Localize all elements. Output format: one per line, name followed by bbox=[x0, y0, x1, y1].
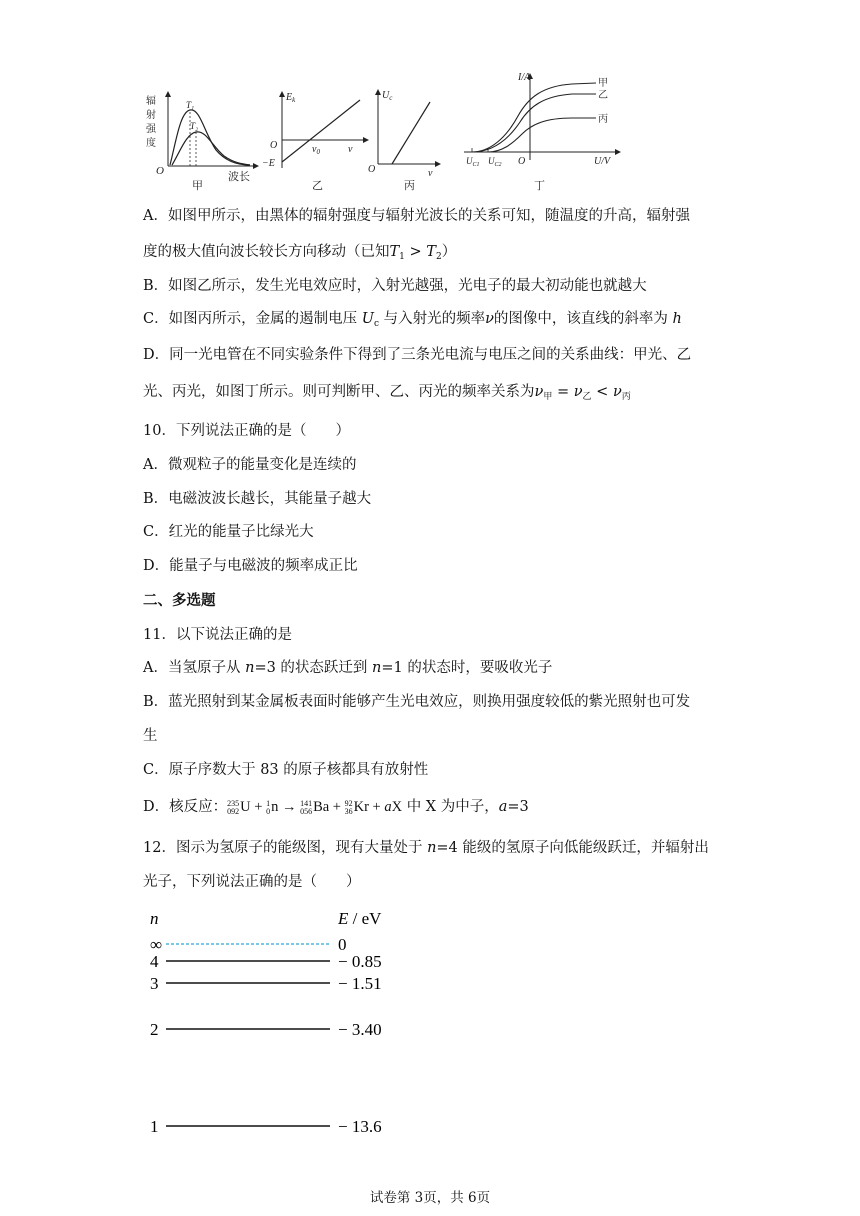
y-label: $E_k$ bbox=[286, 92, 296, 104]
h-symbol: h bbox=[672, 311, 682, 327]
q11-d-post: =3 bbox=[507, 799, 529, 815]
q9-option-c bbox=[143, 309, 682, 334]
energy-level-4 bbox=[150, 952, 382, 971]
eq-symbol: = bbox=[552, 384, 574, 400]
level-number: 2 bbox=[150, 1020, 159, 1039]
nu-yi: ν bbox=[573, 384, 583, 400]
curve-t2 bbox=[172, 132, 250, 165]
q9-option-d-line1: D．同一光电管在不同实验条件下得到了三条光电流与电压之间的关系曲线：甲光、乙 bbox=[143, 347, 692, 363]
level-number: ∞ bbox=[150, 935, 163, 954]
uc-sub: c bbox=[373, 319, 379, 329]
energy-level-diagram bbox=[140, 908, 410, 1140]
origin-label: O bbox=[156, 165, 164, 177]
q11-d-mid: 中 X 为中子， bbox=[402, 799, 499, 815]
caption-yi: 乙 bbox=[312, 180, 323, 192]
x-label: U/V bbox=[594, 156, 611, 167]
level-energy: − 0.85 bbox=[338, 952, 382, 971]
u-atomic-number: 092 bbox=[227, 806, 240, 816]
t2-label: T₂ bbox=[190, 121, 199, 131]
q10-option-c: C．红光的能量子比绿光大 bbox=[143, 524, 314, 540]
e-axis-label: E / eV bbox=[338, 909, 382, 928]
a-symbol: a bbox=[384, 799, 392, 815]
level-number: 4 bbox=[150, 952, 159, 971]
level-rows bbox=[150, 935, 382, 1136]
curve-label-bing: 丙 bbox=[598, 114, 608, 125]
nu-jia-sub: 甲 bbox=[543, 392, 553, 402]
ba-symbol: Ba bbox=[313, 799, 330, 815]
figure-jia bbox=[140, 72, 258, 190]
arrow-symbol: → bbox=[278, 799, 301, 815]
x-label: ν bbox=[428, 168, 433, 179]
neutron-symbol: n bbox=[271, 799, 279, 815]
nu-jia: ν bbox=[534, 384, 544, 400]
q9-d2-text: 光、丙光，如图丁所示。则可判断甲、乙、丙光的频率关系为 bbox=[143, 384, 535, 400]
q11-a-post: =1 的状态时，要吸收光子 bbox=[381, 660, 553, 676]
kr-nuclide-numbers bbox=[345, 800, 353, 816]
x-label: 波长 bbox=[228, 171, 250, 183]
t2-sub: 2 bbox=[435, 252, 442, 262]
n-symbol: n bbox=[372, 660, 382, 676]
energy-level-1 bbox=[150, 1117, 382, 1136]
q12-text: 12．图示为氢原子的能级图，现有大量处于 bbox=[143, 840, 428, 856]
plus-symbol: + bbox=[329, 799, 345, 815]
t1-symbol: T bbox=[389, 244, 400, 260]
origin-label: O bbox=[518, 156, 526, 167]
figure-yi bbox=[260, 72, 372, 190]
y-label-4: 度 bbox=[146, 138, 156, 149]
kr-symbol: Kr bbox=[353, 799, 369, 815]
figure-row bbox=[140, 72, 630, 190]
u-symbol: U bbox=[240, 799, 251, 815]
level-energy: 0 bbox=[338, 935, 347, 954]
q9-option-a-line2 bbox=[143, 242, 456, 267]
level-number: 3 bbox=[150, 974, 159, 993]
q10-option-b: B．电磁波波长越长，其能量子越大 bbox=[143, 491, 372, 507]
a-symbol: a bbox=[498, 799, 508, 815]
nu-symbol: ν bbox=[485, 311, 494, 327]
nu-bing-sub: 丙 bbox=[621, 392, 631, 402]
q12-text-post: =4 能级的氢原子向低能级跃迁，并辐射出 bbox=[436, 840, 709, 856]
q11-d-text: D．核反应： bbox=[143, 799, 228, 815]
page-footer: 试卷第 3页，共 6页 bbox=[369, 1190, 491, 1206]
q9-option-d-line2 bbox=[143, 382, 631, 407]
x-label: ν bbox=[348, 144, 353, 155]
ba-atomic-number: 056 bbox=[300, 806, 313, 816]
energy-level-svg bbox=[140, 908, 410, 1140]
section-heading: 二、多选题 bbox=[143, 592, 216, 609]
iv-graph bbox=[462, 72, 622, 190]
q9-c-text: C．如图丙所示，金属的遏制电压 bbox=[143, 311, 362, 327]
n-axis-label: n bbox=[150, 909, 159, 928]
q12-line1 bbox=[143, 838, 709, 858]
n-mass-number: 1 bbox=[266, 798, 271, 808]
q12-line2: 光子，下列说法正确的是（ ） bbox=[143, 874, 361, 890]
energy-level-3 bbox=[150, 974, 382, 993]
uc-symbol: U bbox=[361, 311, 374, 327]
nu-bing: ν bbox=[612, 384, 622, 400]
nu-yi-sub: 乙 bbox=[582, 392, 592, 402]
blackbody-graph bbox=[140, 72, 258, 190]
n-symbol: n bbox=[427, 840, 437, 856]
ek-graph bbox=[260, 72, 372, 190]
q9-a2-text: 度的极大值向波长较长方向移动（已知 bbox=[143, 244, 390, 260]
plus-symbol: + bbox=[368, 799, 385, 815]
y-label: I/A bbox=[518, 72, 531, 83]
q10-option-d: D．能量子与电磁波的频率成正比 bbox=[143, 558, 358, 574]
q11-option-c: C．原子序数大于 83 的原子核都具有放射性 bbox=[143, 762, 429, 778]
v0-label: $\nu_0$ bbox=[312, 144, 320, 156]
curve-label-yi: 乙 bbox=[598, 90, 608, 101]
ba-mass-number: 141 bbox=[300, 798, 313, 808]
n-atomic-number: 0 bbox=[266, 806, 271, 816]
t1-sub: 1 bbox=[399, 252, 405, 262]
plus-symbol: + bbox=[250, 799, 267, 815]
q10-option-a: A．微观粒子的能量变化是连续的 bbox=[143, 457, 357, 473]
figure-ding bbox=[462, 72, 622, 190]
q9-option-b: B．如图乙所示，发生光电效应时，入射光越强，光电子的最大初动能也就越大 bbox=[143, 278, 647, 294]
u-nuclide-numbers bbox=[227, 800, 239, 816]
curve-t1 bbox=[170, 110, 250, 165]
neg-e-label: −E bbox=[262, 158, 275, 169]
energy-level-infinity bbox=[150, 935, 347, 954]
t2-symbol: T bbox=[426, 244, 436, 260]
level-energy: − 13.6 bbox=[338, 1117, 382, 1136]
nuclear-equation bbox=[227, 799, 402, 815]
n-nuclide-numbers bbox=[266, 800, 270, 816]
q9-option-a-line1: A．如图甲所示，由黑体的辐射强度与辐射光波长的关系可知，随温度的升高，辐射强 bbox=[143, 208, 690, 224]
kr-atomic-number: 36 bbox=[344, 806, 353, 816]
caption-ding: 丁 bbox=[534, 180, 545, 192]
origin-label: O bbox=[270, 140, 278, 151]
level-energy: − 3.40 bbox=[338, 1020, 382, 1039]
level-number: 1 bbox=[150, 1117, 159, 1136]
q9-c-post: 的图像中，该直线的斜率为 bbox=[493, 311, 673, 327]
y-label-2: 射 bbox=[146, 110, 156, 121]
y-label-3: 强 bbox=[146, 124, 156, 135]
lt-symbol: < bbox=[591, 384, 613, 400]
q11-a-mid: =3 的状态跃迁到 bbox=[254, 660, 373, 676]
uc-graph bbox=[368, 72, 454, 192]
q11-option-a bbox=[143, 658, 552, 678]
y-label: $U_c$ bbox=[382, 90, 393, 102]
q11-option-b-line2: 生 bbox=[143, 728, 158, 744]
origin-label: O bbox=[368, 164, 376, 175]
gt-symbol: > bbox=[404, 244, 427, 260]
ba-nuclide-numbers bbox=[300, 800, 312, 816]
q11-option-d bbox=[143, 797, 529, 817]
n-symbol: n bbox=[245, 660, 255, 676]
caption-bing: 丙 bbox=[404, 180, 415, 192]
q9-c-mid: 与入射光的频率 bbox=[378, 311, 486, 327]
level-energy: − 1.51 bbox=[338, 974, 382, 993]
x-symbol: X bbox=[391, 799, 403, 815]
figure-bing bbox=[368, 72, 454, 192]
q10-stem: 10．下列说法正确的是（ ） bbox=[143, 423, 350, 439]
t1-label: T₁ bbox=[186, 100, 195, 110]
y-label-1: 辐 bbox=[146, 96, 156, 107]
kr-mass-number: 92 bbox=[344, 798, 353, 808]
q11-stem: 11．以下说法正确的是 bbox=[143, 627, 292, 643]
u-mass-number: 235 bbox=[227, 798, 240, 808]
energy-level-2 bbox=[150, 1020, 382, 1039]
uc2-label: $U_{C2}$ bbox=[488, 156, 502, 168]
uc-line bbox=[392, 102, 430, 164]
uc1-label: $U_{C1}$ bbox=[466, 156, 480, 168]
curve-label-jia: 甲 bbox=[598, 78, 608, 89]
q9-a2-close: ） bbox=[441, 244, 457, 260]
caption-jia: 甲 bbox=[192, 180, 203, 192]
q11-option-b-line1: B．蓝光照射到某金属板表面时能够产生光电效应，则换用强度较低的紫光照射也可发 bbox=[143, 694, 691, 710]
q11-a-text: A．当氢原子从 bbox=[143, 660, 246, 676]
